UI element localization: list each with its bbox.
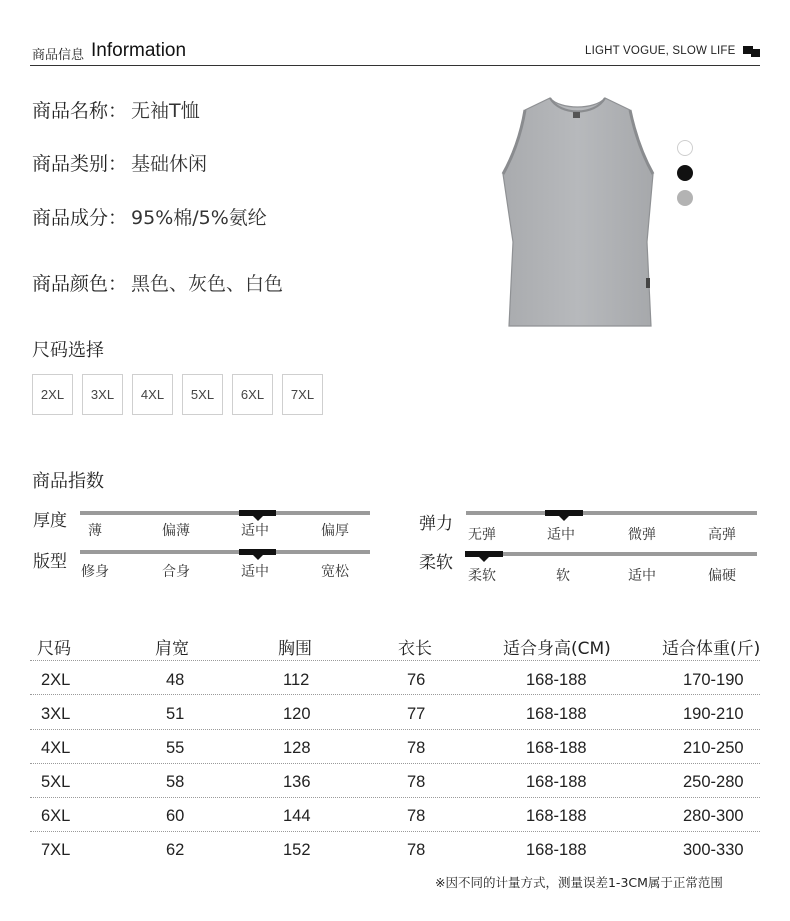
table-header-weight: 适合体重(斤) bbox=[662, 639, 761, 659]
table-cell: 62 bbox=[166, 841, 185, 859]
index-option: 偏厚 bbox=[321, 523, 349, 539]
index-option: 软 bbox=[556, 568, 570, 584]
table-cell: 300-330 bbox=[683, 841, 744, 859]
info-label: 商品成分： bbox=[32, 207, 128, 229]
table-header-shoulder: 肩宽 bbox=[155, 639, 189, 659]
index-bar-thickness bbox=[80, 511, 370, 515]
table-cell: 78 bbox=[407, 807, 426, 825]
table-cell: 168-188 bbox=[526, 807, 587, 825]
measurement-note: ※因不同的计量方式，测量误差1-3CM属于正常范围 bbox=[435, 875, 723, 890]
product-image bbox=[495, 92, 660, 332]
table-header-length: 衣长 bbox=[398, 639, 432, 659]
color-swatch-white[interactable] bbox=[677, 140, 693, 156]
brand-mark-icon bbox=[743, 46, 760, 57]
header-title-cn: 商品信息 bbox=[32, 48, 85, 63]
index-marker-fit bbox=[239, 549, 276, 555]
table-header-chest: 胸围 bbox=[278, 639, 312, 659]
info-value: 95%棉/5%氨纶 bbox=[131, 207, 267, 229]
index-option: 适中 bbox=[241, 564, 269, 580]
index-option: 偏硬 bbox=[708, 568, 736, 584]
size-option-7xl[interactable]: 7XL bbox=[282, 374, 323, 415]
table-header-size: 尺码 bbox=[37, 639, 71, 659]
header-divider bbox=[30, 65, 760, 66]
color-swatch-black[interactable] bbox=[677, 165, 693, 181]
table-cell: 190-210 bbox=[683, 705, 744, 723]
index-marker-softness bbox=[465, 551, 503, 557]
table-cell: 168-188 bbox=[526, 773, 587, 791]
table-cell: 152 bbox=[283, 841, 311, 859]
table-divider bbox=[30, 660, 760, 661]
table-cell: 144 bbox=[283, 807, 311, 825]
index-label-softness: 柔软 bbox=[419, 553, 453, 573]
index-option: 修身 bbox=[81, 564, 109, 580]
size-option-2xl[interactable]: 2XL bbox=[32, 374, 73, 415]
index-label-thickness: 厚度 bbox=[33, 511, 67, 531]
table-cell: 168-188 bbox=[526, 671, 587, 689]
index-option: 适中 bbox=[547, 527, 575, 543]
color-swatch-grey[interactable] bbox=[677, 190, 693, 206]
size-option-6xl[interactable]: 6XL bbox=[232, 374, 273, 415]
table-cell: 250-280 bbox=[683, 773, 744, 791]
table-cell: 60 bbox=[166, 807, 185, 825]
table-divider bbox=[30, 797, 760, 798]
index-marker-elasticity bbox=[545, 510, 583, 516]
table-cell: 76 bbox=[407, 671, 426, 689]
table-cell: 55 bbox=[166, 739, 185, 757]
table-divider bbox=[30, 729, 760, 730]
table-cell: 128 bbox=[283, 739, 311, 757]
header-title-en: Information bbox=[91, 40, 187, 61]
index-option: 合身 bbox=[162, 564, 190, 580]
header-slogan: LIGHT VOGUE, SLOW LIFE bbox=[585, 45, 736, 57]
info-category-row bbox=[32, 149, 207, 176]
table-cell: 120 bbox=[283, 705, 311, 723]
index-option: 柔软 bbox=[468, 568, 496, 584]
table-divider bbox=[30, 763, 760, 764]
table-cell: 2XL bbox=[41, 671, 71, 689]
index-bar-elasticity bbox=[466, 511, 757, 515]
index-option: 适中 bbox=[241, 523, 269, 539]
table-cell: 280-300 bbox=[683, 807, 744, 825]
table-cell: 78 bbox=[407, 841, 426, 859]
size-option-3xl[interactable]: 3XL bbox=[82, 374, 123, 415]
index-option: 偏薄 bbox=[162, 523, 190, 539]
table-cell: 210-250 bbox=[683, 739, 744, 757]
index-section-title: 商品指数 bbox=[32, 471, 104, 492]
index-bar-fit bbox=[80, 550, 370, 554]
info-name-row bbox=[32, 96, 200, 123]
index-label-elasticity: 弹力 bbox=[419, 514, 453, 534]
table-cell: 6XL bbox=[41, 807, 71, 825]
index-marker-thickness bbox=[239, 510, 276, 516]
info-value: 黑色、灰色、白色 bbox=[131, 273, 284, 295]
info-value: 无袖T恤 bbox=[131, 100, 200, 122]
index-option: 无弹 bbox=[468, 527, 496, 543]
table-cell: 5XL bbox=[41, 773, 71, 791]
table-cell: 78 bbox=[407, 739, 426, 757]
table-cell: 112 bbox=[283, 671, 310, 689]
index-option: 宽松 bbox=[321, 564, 349, 580]
size-option-4xl[interactable]: 4XL bbox=[132, 374, 173, 415]
info-value: 基础休闲 bbox=[131, 153, 208, 175]
table-header-height: 适合身高(CM) bbox=[503, 639, 611, 659]
table-divider bbox=[30, 831, 760, 832]
table-cell: 168-188 bbox=[526, 739, 587, 757]
info-color-row bbox=[32, 269, 283, 296]
table-cell: 4XL bbox=[41, 739, 71, 757]
table-cell: 48 bbox=[166, 671, 185, 689]
index-label-fit: 版型 bbox=[33, 552, 67, 572]
table-cell: 77 bbox=[407, 705, 426, 723]
index-option: 微弹 bbox=[628, 527, 656, 543]
info-label: 商品颜色： bbox=[32, 273, 128, 295]
size-section-title: 尺码选择 bbox=[32, 340, 104, 361]
table-cell: 7XL bbox=[41, 841, 71, 859]
index-option: 适中 bbox=[628, 568, 656, 584]
table-divider bbox=[30, 694, 760, 695]
table-cell: 58 bbox=[166, 773, 185, 791]
info-label: 商品类别： bbox=[32, 153, 128, 175]
index-option: 高弹 bbox=[708, 527, 736, 543]
table-cell: 168-188 bbox=[526, 841, 587, 859]
table-cell: 170-190 bbox=[683, 671, 744, 689]
table-cell: 168-188 bbox=[526, 705, 587, 723]
info-label: 商品名称： bbox=[32, 100, 128, 122]
size-option-5xl[interactable]: 5XL bbox=[182, 374, 223, 415]
table-cell: 78 bbox=[407, 773, 426, 791]
table-cell: 136 bbox=[283, 773, 311, 791]
table-cell: 51 bbox=[166, 705, 185, 723]
info-material-row bbox=[32, 203, 267, 230]
table-cell: 3XL bbox=[41, 705, 71, 723]
index-bar-softness bbox=[466, 552, 757, 556]
index-option: 薄 bbox=[88, 523, 102, 539]
